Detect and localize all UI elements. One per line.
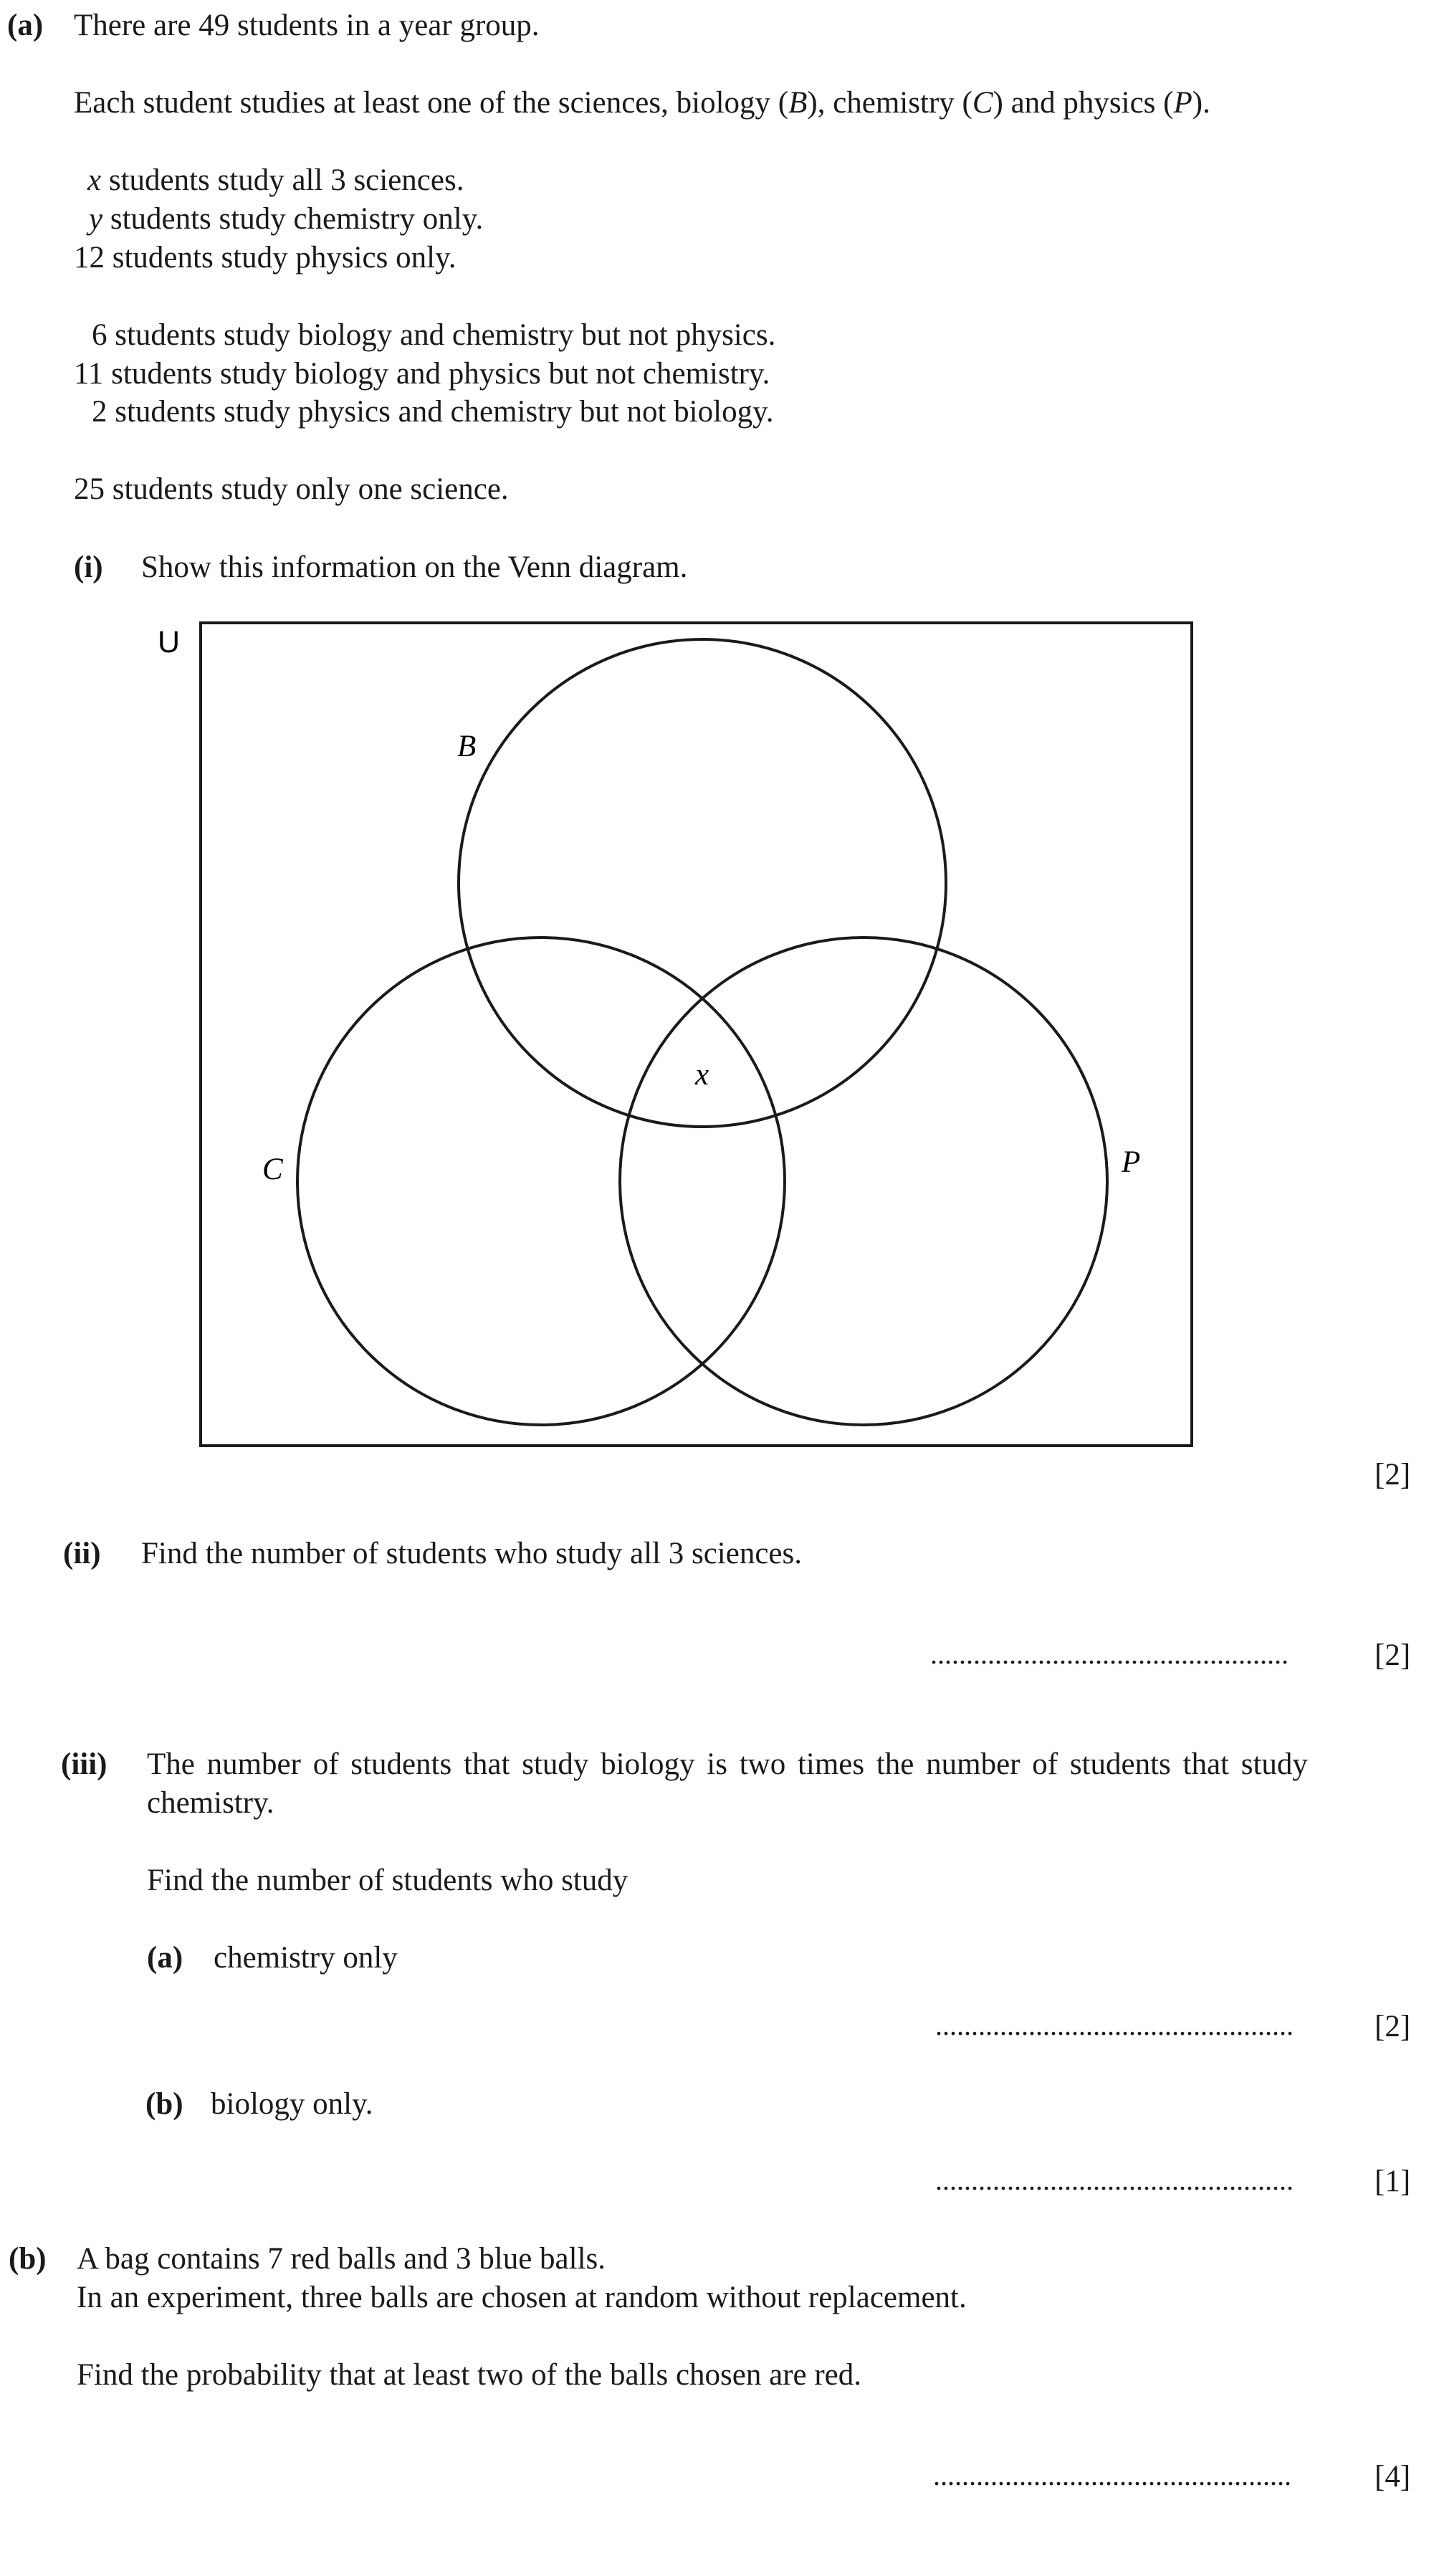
- q-ii-text: Find the number of students who study all 3 sciences.: [141, 1537, 802, 1570]
- q-iii-text-line2: chemistry.: [147, 1786, 274, 1820]
- part-b-label: (b): [9, 2242, 47, 2276]
- part-b-line1: A bag contains 7 red balls and 3 blue balls.: [77, 2242, 606, 2276]
- pair-pc: 2 students study physics and chemistry but not biology.: [92, 395, 774, 429]
- q-i-label: (i): [74, 550, 103, 584]
- center-x-label: x: [695, 1058, 709, 1092]
- part-a-intro: There are 49 students in a year group.: [74, 9, 540, 42]
- q-iii-b-label: (b): [145, 2087, 183, 2121]
- q-iii-a-marks: [2]: [1375, 2010, 1411, 2043]
- q-iii-b-answer-line[interactable]: ..................................................: [935, 2164, 1294, 2196]
- set-c-label: C: [262, 1153, 283, 1186]
- fact-x: x students study all 3 sciences.: [87, 163, 464, 197]
- set-p-label: P: [1122, 1145, 1141, 1179]
- pair-bp: 11 students study biology and physics but not chemistry.: [74, 357, 770, 391]
- q-i-marks: [2]: [1375, 1458, 1411, 1492]
- universal-set-rectangle: [201, 623, 1192, 1446]
- part-b-line3: Find the probability that at least two of the balls chosen are red.: [77, 2358, 862, 2392]
- one-science-text: 25 students study only one science.: [74, 472, 509, 506]
- q-iii-a-label: (a): [147, 1941, 183, 1975]
- part-b-answer-line[interactable]: ..................................................: [933, 2459, 1291, 2491]
- q-iii-a-text: chemistry only: [214, 1941, 398, 1975]
- q-iii-find: Find the number of students who study: [147, 1864, 628, 1897]
- q-ii-answer-line[interactable]: ..................................................: [930, 1638, 1289, 1670]
- fact-physics-only: 12 students study physics only.: [74, 241, 457, 275]
- fact-y: y students study chemistry only.: [89, 202, 484, 236]
- q-iii-text-line1: The number of students that study biology is two times the number of students that study: [147, 1747, 1308, 1781]
- part-a-label: (a): [7, 9, 44, 42]
- pair-bc: 6 students study biology and chemistry but not physics.: [92, 318, 776, 352]
- universal-label: U: [158, 625, 181, 659]
- q-ii-label: (ii): [63, 1537, 101, 1570]
- chemistry-circle: [297, 938, 785, 1425]
- biology-circle: [459, 639, 946, 1127]
- q-i-text: Show this information on the Venn diagram.: [141, 550, 688, 584]
- each-student-text: Each student studies at least one of the sciences, biology (B), chemistry (C) and physics (P).: [74, 86, 1210, 120]
- q-iii-label: (iii): [61, 1747, 107, 1781]
- q-iii-a-answer-line[interactable]: ..................................................: [935, 2009, 1294, 2041]
- part-b-line2: In an experiment, three balls are chosen at random without replacement.: [77, 2281, 967, 2314]
- set-b-label: B: [457, 730, 477, 763]
- q-iii-b-marks: [1]: [1375, 2165, 1411, 2198]
- physics-circle: [620, 938, 1107, 1425]
- part-b-marks: [4]: [1375, 2460, 1411, 2494]
- q-iii-b-text: biology only.: [211, 2087, 373, 2121]
- q-ii-marks: [2]: [1375, 1638, 1411, 1672]
